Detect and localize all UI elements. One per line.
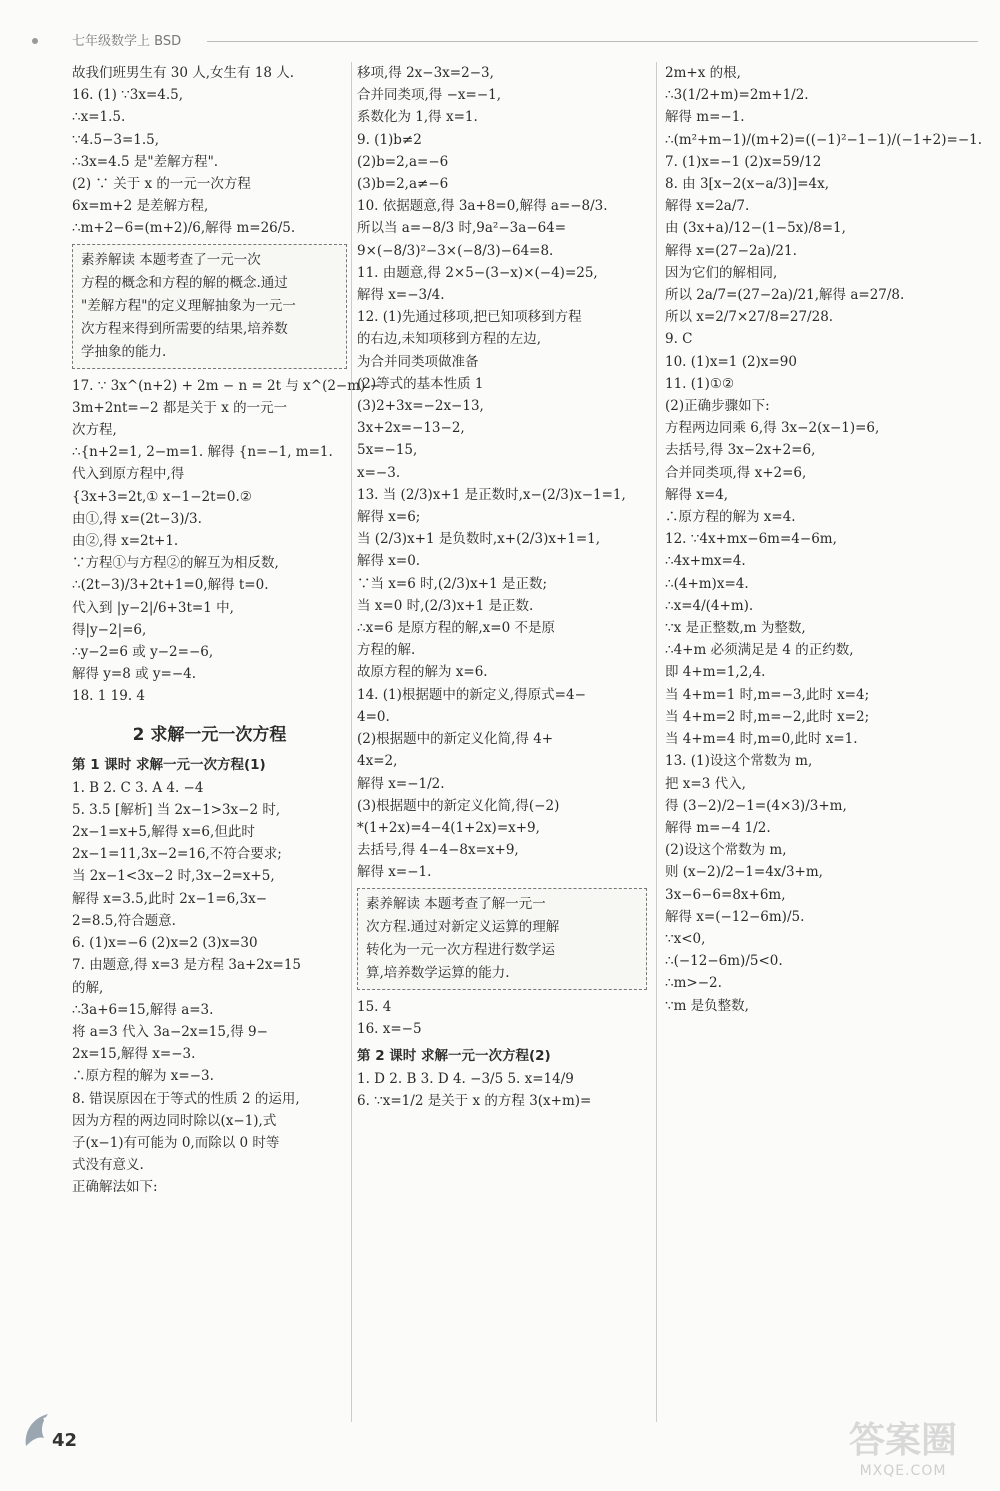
- text-line: 5x=−15,: [357, 442, 418, 459]
- text-line: (2)正确步骤如下:: [665, 398, 770, 415]
- text-line: 2x−1=11,3x−2=16,不符合要求;: [72, 846, 282, 863]
- text-line: 则 (x−2)/2−1=4x/3+m,: [665, 864, 823, 881]
- text-line: 解得 x=−3/4.: [357, 287, 445, 304]
- answer-block: [72, 777, 347, 1199]
- text-line: 当 4+m=1 时,m=−3,此时 x=4;: [665, 686, 870, 703]
- text-line: 解得 x=6;: [357, 509, 421, 526]
- text-line: 3x−6−6=8x+6m,: [665, 886, 786, 903]
- text-line: 9. (1)b≠2: [357, 131, 422, 148]
- text-line: 12. ∵4x+mx−6m=4−6m,: [665, 531, 837, 548]
- text-line: 转化为一元一次方程进行数学运: [366, 941, 555, 958]
- text-line: 当 4+m=2 时,m=−2,此时 x=2;: [665, 708, 870, 725]
- text-line: 当 x=0 时,(2/3)x+1 是正数.: [357, 597, 534, 614]
- text-line: 由 (3x+a)/12−(1−5x)/8=1,: [665, 220, 846, 237]
- text-line: 因为方程的两边同时除以(x−1),式: [72, 1112, 277, 1129]
- text-line: 当 2x−1<3x−2 时,3x−2=x+5,: [72, 868, 275, 885]
- text-line: ∴(2t−3)/3+2t+1=0,解得 t=0.: [72, 577, 269, 594]
- column-divider: [656, 62, 657, 1422]
- watermark-logo: [818, 1412, 988, 1479]
- text-line: 10. (1)x=1 (2)x=90: [665, 353, 797, 370]
- literacy-note-box: [357, 888, 647, 990]
- column-right: [665, 62, 983, 1017]
- text-line: 15. 4: [357, 998, 392, 1015]
- text-line: 9. C: [665, 331, 693, 348]
- text-line: 故我们班男生有 30 人,女生有 18 人.: [72, 65, 295, 81]
- answer-block: [665, 62, 983, 1017]
- text-line: ∴3a+6=15,解得 a=3.: [72, 1001, 214, 1018]
- text-line: 即 4+m=1,2,4.: [665, 664, 766, 681]
- text-line: 13. (1)设这个常数为 m,: [665, 753, 813, 770]
- text-line: 解得 x=−1/2.: [357, 775, 445, 792]
- text-line: 7. (1)x=−1 (2)x=59/12: [665, 153, 822, 170]
- text-line: 方程的解.: [357, 642, 416, 659]
- text-line: 5. 3.5 [解析] 当 2x−1>3x−2 时,: [72, 801, 281, 818]
- text-line: 式没有意义.: [72, 1157, 144, 1174]
- text-line: 3x+2x=−13−2,: [357, 420, 465, 437]
- text-line: 去括号,得 4−4−8x=x+9,: [357, 842, 519, 859]
- text-line: ∴x=6 是原方程的解,x=0 不是原: [357, 620, 555, 637]
- text-line: (2)根据题中的新定义化简,得 4+: [357, 731, 554, 748]
- text-line: 16. x=−5: [357, 1020, 422, 1037]
- text-line: 得 (3−2)/2−1=(4×3)/3+m,: [665, 797, 847, 814]
- text-line: 算,培养数学运算的能力.: [366, 964, 510, 981]
- text-line: 12. (1)先通过移项,把已知项移到方程: [357, 309, 582, 326]
- text-line: ∴(−12−6m)/5<0.: [665, 953, 783, 970]
- text-line: (2)b=2,a=−6: [357, 153, 449, 170]
- answer-block: [357, 62, 647, 884]
- text-line: 解得 x=(−12−6m)/5.: [665, 908, 805, 925]
- text-line: 3m+2nt=−2 都是关于 x 的一元一: [72, 399, 288, 416]
- text-line: 1. D 2. B 3. D 4. −3/5 5. x=14/9: [357, 1070, 574, 1087]
- text-line: 故原方程的解为 x=6.: [357, 664, 488, 681]
- text-line: 把 x=3 代入,: [665, 775, 746, 792]
- column-middle: [357, 62, 647, 1112]
- text-line: 17. ∵ 3x^(n+2) + 2m − n = 2t 与 x^(2−m) −: [72, 377, 381, 394]
- text-line: 的解,: [72, 979, 104, 996]
- text-line: (2)设这个常数为 m,: [665, 842, 787, 859]
- watermark-text: 答案圈: [848, 1420, 957, 1461]
- text-line: ∵当 x=6 时,(2/3)x+1 是正数;: [357, 575, 548, 592]
- text-line: ∴4x+mx=4.: [665, 553, 746, 570]
- text-line: 移项,得 2x−3x=2−3,: [357, 65, 494, 81]
- text-line: 2x=15,解得 x=−3.: [72, 1046, 196, 1063]
- text-line: ∵m 是负整数,: [665, 997, 749, 1014]
- text-line: ∴原方程的解为 x=4.: [665, 509, 796, 526]
- text-line: ∴m+2−6=(m+2)/6,解得 m=26/5.: [72, 220, 296, 237]
- text-line: 方程两边同乘 6,得 3x−2(x−1)=6,: [665, 420, 880, 437]
- text-line: 解得 x=4,: [665, 486, 729, 503]
- text-line: 4=0.: [357, 708, 390, 725]
- text-line: 得|y−2|=6,: [72, 621, 147, 638]
- text-line: 4x=2,: [357, 753, 398, 770]
- text-line: x=−3.: [357, 464, 401, 481]
- text-line: (3)2+3x=−2x−13,: [357, 398, 484, 415]
- text-line: 18. 1 19. 4: [72, 688, 145, 705]
- page-header: [32, 30, 978, 50]
- text-line: 正确解法如下:: [72, 1179, 158, 1196]
- text-line: 素养解读 本题考查了解一元一: [366, 895, 546, 912]
- text-line: "差解方程"的定义理解抽象为一元一: [81, 297, 296, 314]
- literacy-note-box: [72, 244, 347, 369]
- watermark-url: MXQE.COM: [859, 1463, 947, 1479]
- text-line: 由②,得 x=2t+1.: [72, 533, 179, 550]
- text-line: 11. (1)①②: [665, 375, 735, 392]
- text-line: 10. 依据题意,得 3a+8=0,解得 a=−8/3.: [357, 198, 608, 215]
- text-line: 解得 x=(27−2a)/21.: [665, 242, 797, 259]
- text-line: 子(x−1)有可能为 0,而除以 0 时等: [72, 1134, 280, 1151]
- text-line: ∴原方程的解为 x=−3.: [72, 1068, 214, 1085]
- text-line: 所以当 a=−8/3 时,9a²−3a−64=: [357, 220, 567, 237]
- page-number: 42: [52, 1430, 78, 1451]
- section-title: 2 求解一元一次方程: [132, 724, 287, 745]
- text-line: (3)根据题中的新定义化简,得(−2): [357, 797, 560, 814]
- text-line: ∴3x=4.5 是"差解方程".: [72, 153, 219, 170]
- text-line: 代入到原方程中,得: [72, 466, 185, 483]
- text-line: 解得 x=2a/7.: [665, 198, 750, 215]
- text-line: 7. 由题意,得 x=3 是方程 3a+2x=15: [72, 957, 301, 974]
- text-line: 当 4+m=4 时,m=0,此时 x=1.: [665, 731, 858, 748]
- text-line: *(1+2x)=4−4(1+2x)=x+9,: [357, 819, 540, 836]
- text-line: ∴(m²+m−1)/(m+2)=((−1)²−1−1)/(−1+2)=−1.: [665, 131, 983, 148]
- text-line: {3x+3=2t,① x−1−2t=0.②: [72, 488, 252, 505]
- text-line: 由①,得 x=(2t−3)/3.: [72, 510, 202, 527]
- text-line: ∴y−2=6 或 y−2=−6,: [72, 644, 214, 661]
- text-line: 合并同类项,得 −x=−1,: [357, 87, 502, 104]
- header-title: 七年级数学上 BSD: [72, 34, 182, 49]
- text-line: 代入到 |y−2|/6+3t=1 中,: [72, 599, 234, 616]
- text-line: 为合并同类项做准备: [357, 353, 479, 370]
- text-line: 所以 2a/7=(27−2a)/21,解得 a=27/8.: [665, 287, 905, 304]
- text-line: ∵x<0,: [665, 930, 706, 947]
- text-line: 合并同类项,得 x+2=6,: [665, 464, 807, 481]
- text-line: 8. 由 3[x−2(x−a/3)]=4x,: [665, 176, 830, 193]
- dolphin-logo-icon: [22, 1408, 56, 1452]
- text-line: 解得 x=−1.: [357, 864, 432, 881]
- text-line: 素养解读 本题考查了一元一次: [81, 251, 261, 268]
- text-line: 所以 x=2/7×27/8=27/28.: [665, 309, 834, 326]
- text-line: 的右边,未知项移到方程的左边,: [357, 331, 542, 348]
- answer-block: [357, 1068, 647, 1112]
- answer-block: [72, 62, 347, 240]
- text-line: 解得 m=−4 1/2.: [665, 819, 771, 836]
- text-line: 系数化为 1,得 x=1.: [357, 109, 478, 126]
- text-line: 2x−1=x+5,解得 x=6,但此时: [72, 824, 255, 841]
- text-line: ∴x=4/(4+m).: [665, 597, 754, 614]
- text-line: 次方程,: [72, 422, 117, 439]
- answer-block: [72, 375, 381, 708]
- text-line: 6. (1)x=−6 (2)x=2 (3)x=30: [72, 935, 258, 952]
- text-line: ∴4+m 必须满足是 4 的正约数,: [665, 642, 854, 659]
- text-line: 11. 由题意,得 2×5−(3−x)×(−4)=25,: [357, 264, 598, 281]
- text-line: (3)b=2,a≠−6: [357, 176, 449, 193]
- answer-block: [357, 996, 647, 1040]
- text-line: ∵4.5−3=1.5,: [72, 131, 160, 148]
- text-line: 当 (2/3)x+1 是负数时,x+(2/3)x+1=1,: [357, 531, 601, 548]
- lesson-title: 第 2 课时 求解一元一次方程(2): [357, 1047, 551, 1064]
- text-line: ∴(4+m)x=4.: [665, 575, 749, 592]
- text-line: (2) ∵ 关于 x 的一元一次方程: [72, 176, 251, 193]
- column-divider: [351, 62, 352, 1422]
- text-line: 因为它们的解相同,: [665, 264, 778, 281]
- text-line: ∴x=1.5.: [72, 109, 126, 126]
- text-line: 16. (1) ∵3x=4.5,: [72, 87, 184, 104]
- text-line: ∴m>−2.: [665, 975, 722, 992]
- text-line: 6. ∵x=1/2 是关于 x 的方程 3(x+m)=: [357, 1093, 592, 1110]
- text-line: 13. 当 (2/3)x+1 是正数时,x−(2/3)x−1=1,: [357, 486, 626, 503]
- text-line: 解得 x=3.5,此时 2x−1=6,3x−: [72, 890, 268, 907]
- text-line: ∴{n+2=1, 2−m=1. 解得 {n=−1, m=1.: [72, 444, 333, 461]
- text-line: 6x=m+2 是差解方程,: [72, 198, 209, 215]
- text-line: 解得 x=0.: [357, 553, 421, 570]
- text-line: 方程的概念和方程的解的概念.通过: [81, 274, 288, 291]
- text-line: 学抽象的能力.: [81, 343, 167, 360]
- text-line: 次方程.通过对新定义运算的理解: [366, 918, 560, 935]
- header-dot-icon: [32, 38, 38, 44]
- text-line: 9×(−8/3)²−3×(−8/3)−64=8.: [357, 242, 554, 259]
- text-line: ∴3(1/2+m)=2m+1/2.: [665, 87, 809, 104]
- text-line: 去括号,得 3x−2x+2=6,: [665, 442, 816, 459]
- text-line: 将 a=3 代入 3a−2x=15,得 9−: [72, 1023, 268, 1040]
- text-line: 14. (1)根据题中的新定义,得原式=4−: [357, 686, 586, 703]
- text-line: 2m+x 的根,: [665, 65, 741, 81]
- text-line: ∵方程①与方程②的解互为相反数,: [72, 555, 279, 572]
- header-rule: [207, 41, 978, 42]
- lesson-title: 第 1 课时 求解一元一次方程(1): [72, 756, 266, 773]
- text-line: 解得 y=8 或 y=−4.: [72, 666, 197, 683]
- text-line: (2)等式的基本性质 1: [357, 375, 484, 392]
- text-line: 8. 错误原因在于等式的性质 2 的运用,: [72, 1090, 300, 1107]
- text-line: 解得 m=−1.: [665, 109, 745, 126]
- text-line: 次方程来得到所需要的结果,培养数: [81, 320, 288, 337]
- text-line: 2=8.5,符合题意.: [72, 912, 176, 929]
- text-line: 1. B 2. C 3. A 4. −4: [72, 779, 204, 796]
- text-line: ∵x 是正整数,m 为整数,: [665, 620, 806, 637]
